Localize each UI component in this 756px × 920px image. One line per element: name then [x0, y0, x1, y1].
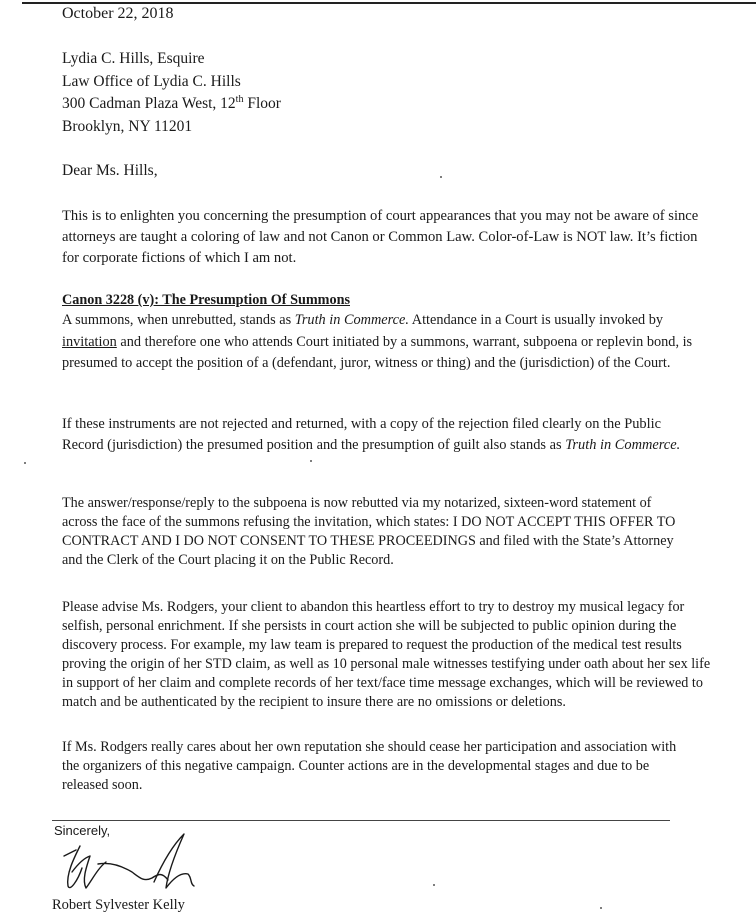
signature-rule	[52, 820, 670, 821]
paragraph-rebuttal: The answer/response/reply to the subpoena is now rebutted via my notarized, sixteen-word statement of across the face of the summons refusing the invitation, which states: I DO NOT ACCEPT THIS OFFER TO CONTRACT AND I DO NOT CONSENT TO THESE PROCEEDINGS and filed with the State’s Attorney and the Clerk of the Court placing it on the Public Record.	[62, 495, 676, 568]
street-ordinal: th	[235, 93, 244, 105]
scan-speck	[600, 907, 602, 909]
underlined-run: invitation	[62, 333, 117, 350]
salutation: Dear Ms. Hills,	[62, 162, 158, 179]
street-main: 300 Cadman Plaza West, 12	[62, 95, 236, 112]
scan-speck	[433, 884, 435, 886]
recipient-name: Lydia C. Hills, Esquire	[62, 50, 205, 67]
scan-speck	[24, 462, 26, 464]
scan-speck	[310, 460, 312, 462]
text-run: Attendance in a Court is usually invoked by	[408, 312, 664, 328]
text-run: If these instruments are not rejected and returned, with a copy of the rejection filed clearly on the Public Record (jurisdiction) the presumed position and the presumption of guilt also stands as	[62, 416, 661, 453]
closing: Sincerely,	[54, 823, 111, 838]
paragraph-summons	[62, 310, 702, 375]
letter-date: October 22, 2018	[62, 5, 174, 22]
recipient-address	[62, 48, 281, 138]
recipient-city: Brooklyn, NY 11201	[62, 117, 193, 135]
paragraph-rejection	[62, 414, 697, 456]
recipient-office: Law Office of Lydia C. Hills	[62, 72, 241, 90]
paragraph-warning: If Ms. Rodgers really cares about her own reputation she should cease her participation and association with the organizers of this negative campaign. Counter actions are in the developmental stages and due to be released soon.	[62, 739, 677, 793]
handwritten-signature	[58, 828, 208, 894]
recipient-street	[62, 93, 281, 116]
paragraph-advice: Please advise Ms. Rodgers, your client to abandon this heartless effort to try to destroy my musical legacy for selfish, personal enrichment. If she persists in court action she will be subjected to public opinion during the discovery process. For example, my law team is prepared to request the production of the medical test results proving the origin of her STD claim, as well as 10 personal male witnesses testifying under oath about her sex life in support of her claim and complete records of her text/face time message exchanges, which will be reviewed to match and be authenticated by the recipient to insure there are no omissions or deletions.	[62, 599, 711, 710]
text-run: and therefore one who attends Court initiated by a summons, warrant, subpoena or replevin bond, is presumed to accept the position of a (defendant, juror, witness or thing) and the (jurisdiction) of the Court.	[62, 333, 693, 371]
scan-speck	[440, 176, 442, 178]
canon-heading: Canon 3228 (v): The Presumption Of Summons	[62, 292, 350, 308]
italic-run: Truth in Commerce.	[294, 312, 409, 328]
paragraph-intro: This is to enlighten you concerning the presumption of court appearances that you may not be aware of since attorneys are taught a coloring of law and not Canon or Common Law. Color-of-Law is NOT law. It’s fiction for corporate fictions of which I am not.	[62, 208, 699, 266]
text-run: A summons, when unrebutted, stands as	[62, 312, 295, 328]
street-floor: Floor	[243, 95, 281, 112]
signer-name: Robert Sylvester Kelly	[52, 897, 185, 913]
italic-run: Truth in Commerce.	[565, 437, 681, 453]
